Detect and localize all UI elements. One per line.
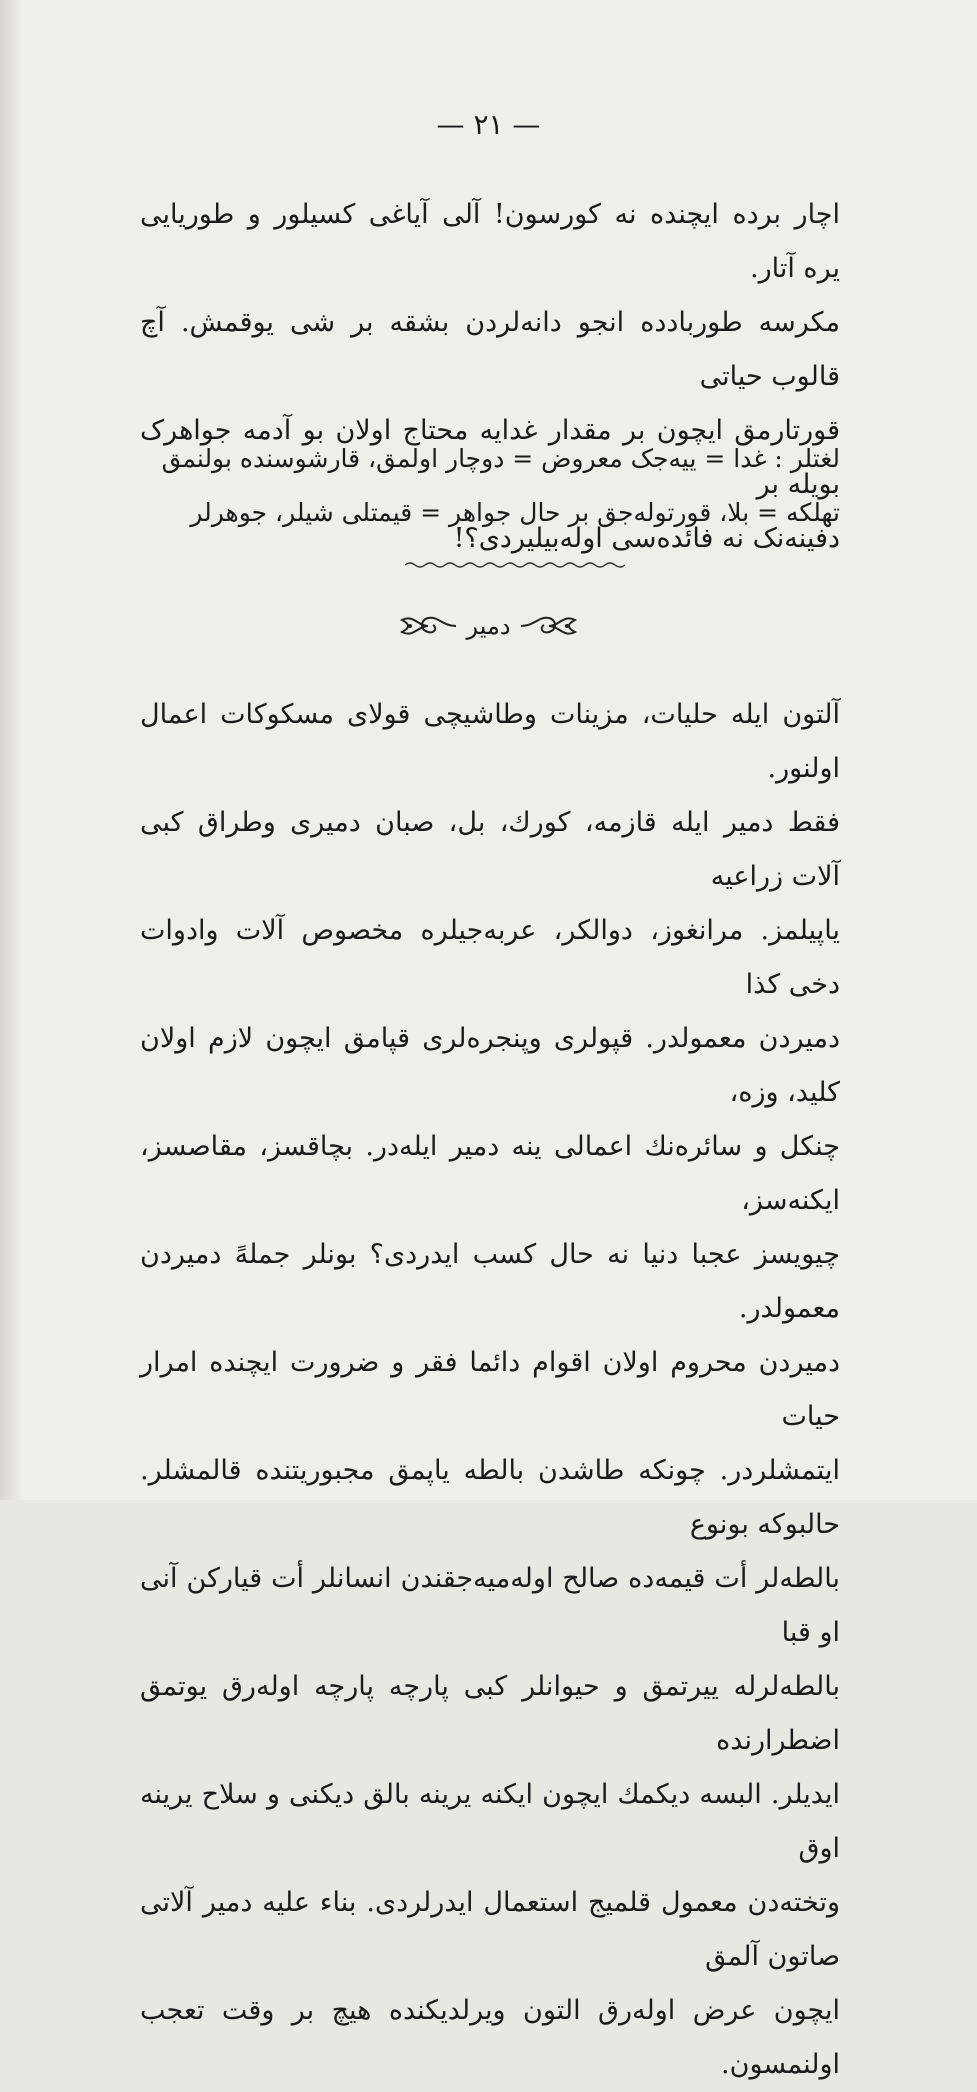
section-heading [0,606,977,650]
text-line: ایچون عرض اوله‌رق التون ویرلدیکنده هیچ بر وقت تعجب اولنمسون. [140,1995,840,2080]
vocabulary-line: تهلکه = بلا، قورتوله‌جق بر حال جواهر = قیمتلی شیلر، جوهرلر [190,498,840,527]
page-number: — ٢١ — [436,108,541,141]
text-line: قورتارمق ایچون بر مقدار غدایه محتاج اولان بو آدمه جواهرک بویله بر [140,415,840,500]
text-line: یاپیلمز. مرانغوز، دوالکر، عربه‌جیلره مخصوص آلات وادوات دخی کذا [140,915,840,1000]
text-line: آلتون ایله حلیات، مزینات وطاشیچی قولای مسکوکات اعمال اولنور. [140,699,840,784]
text-line: دمیردن معمولدر. قپولری وپنجره‌لری قپامق ایچون لازم اولان کلید، وزه، [140,1023,840,1108]
text-line: چنکل و سائره‌نك اعمالی ینه دمیر ایله‌در. بچاقسز، مقاصسز، ایکنه‌سز، [140,1131,840,1216]
text-line: ایدیلر. البسه دیکمك ایچون ایکنه یرینه بالق دیکنی و سلاح یرینه اوق [140,1779,840,1864]
wavy-divider [405,560,625,570]
vocabulary-notes [140,432,840,540]
vocabulary-line: لغتلر : غدا = ییه‌جک معروض = دوچار اولمق، قارشوسنده بولنمق [161,444,840,473]
text-line: چیویسز عجبا دنیا نه حال کسب ایدردی؟ بونلر جملهً دمیردن معمولدر. [140,1239,840,1324]
main-paragraph [140,688,840,2092]
text-line: مکرسه طوربادده انجو دانه‌لردن بشقه بر شی یوقمش. آچ قالوب حیاتی [140,307,840,392]
text-line: دفینه‌نک نه فائده‌سی اوله‌بیلیردی؟! [453,523,840,554]
text-line: ایتمشلردر. چونکه طاشدن بالطه یاپمق مجبوریتنده قالمشلر. حالبوکه بونوع [140,1455,840,1540]
ornament-left-icon [398,606,458,646]
text-line: فقط دمیر ایله قازمه، کورك، بل، صبان دمیری وطراق کبی آلات زراعیه [140,807,840,892]
text-line: اچار برده ایچنده نه کورسون! آلی آیاغی کسیلور و طوریایی یره آتار. [140,199,840,284]
ornament-right-icon [519,606,579,646]
text-line: دمیردن محروم اولان اقوام دائما فقر و ضرورت ایچنده امرار حیات [140,1347,840,1432]
text-line: وتخته‌دن معمول قلمیج استعمال ایدرلردی. بناء علیه دمیر آلاتی صاتون آلمق [140,1887,840,1972]
page-gutter-shadow [0,0,22,1500]
text-line: بالطه‌لر أت قیمه‌ده صالح اوله‌میه‌جقندن انسانلر أت قیارکن آنی او قبا [140,1563,840,1648]
text-line: بالطه‌لرله ییرتمق و حیوانلر کبی پارچه پارچه اوله‌رق یوتمق اضطرارنده [140,1671,840,1756]
section-title: دمیر [466,612,511,640]
